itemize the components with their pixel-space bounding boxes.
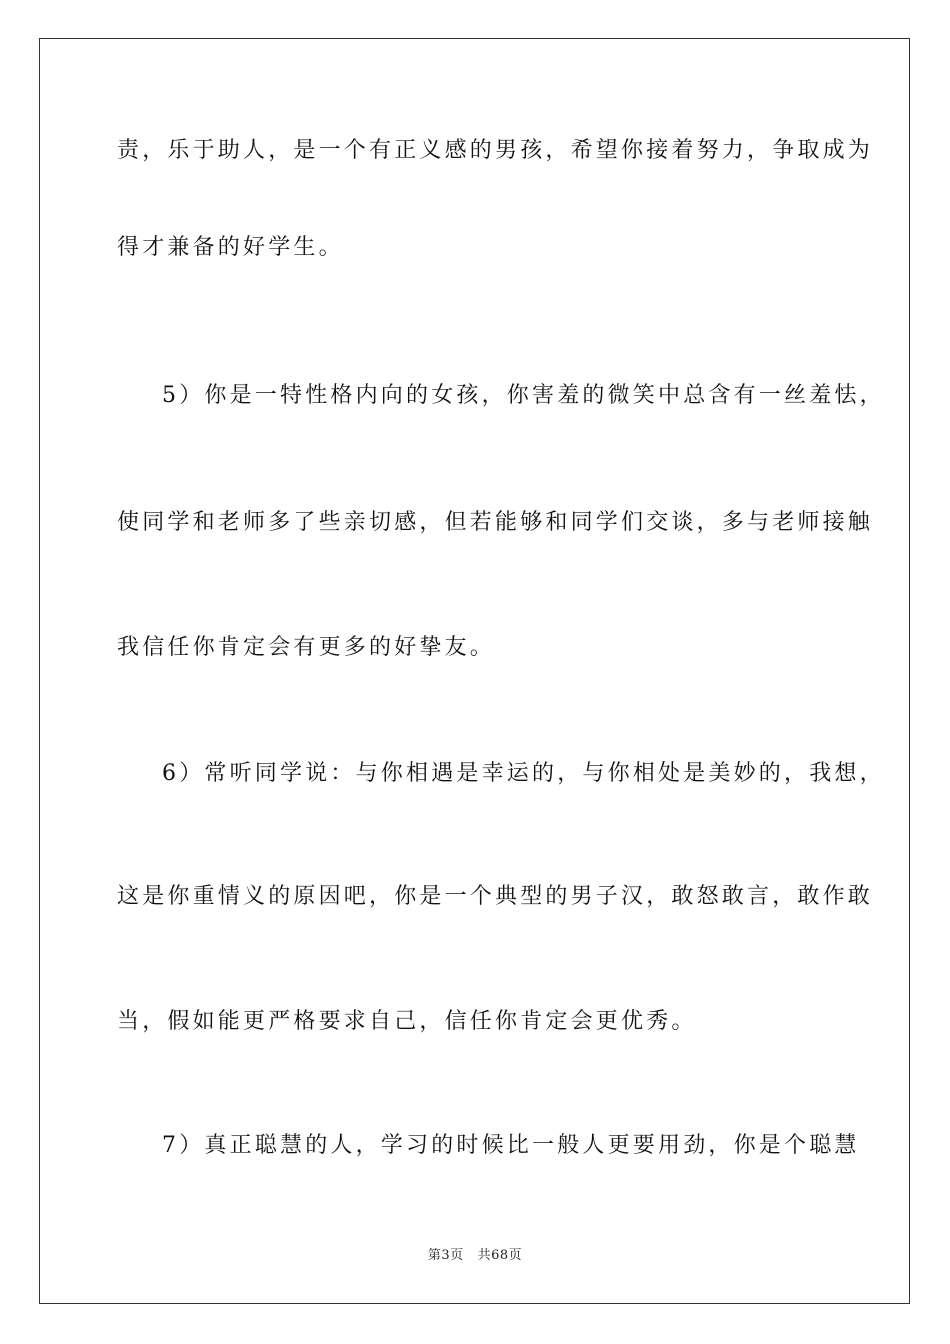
text-line-7: 这是你重情义的原因吧，你是一个典型的男子汉，敢怒敢言，敢作敢 xyxy=(117,884,874,909)
text-line-8: 当，假如能更严格要求自己，信任你肯定会更优秀。 xyxy=(117,1009,697,1034)
text-line-5: 我信任你肯定会有更多的好挚友。 xyxy=(117,635,496,660)
text-line-4: 使同学和老师多了些亲切感，但若能够和同学们交谈，多与老师接触 xyxy=(117,510,874,535)
text-line-2: 得才兼备的好学生。 xyxy=(117,235,344,260)
page-frame xyxy=(39,38,910,1304)
total-pages: 共68页 xyxy=(477,1248,523,1263)
text-line-9-item-7: 7）真正聪慧的人，学习的时候比一般人更要用劲，你是个聪慧 xyxy=(162,1133,860,1158)
text-line-6-item-6: 6）常听同学说：与你相遇是幸运的，与你相处是美妙的，我想， xyxy=(162,761,885,786)
page-number: 第3页 xyxy=(427,1248,464,1263)
text-line-3-item-5: 5）你是一特性格内向的女孩，你害羞的微笑中总含有一丝羞怯， xyxy=(162,383,885,408)
page-footer xyxy=(0,1247,950,1265)
text-line-1: 责，乐于助人，是一个有正义感的男孩，希望你接着努力，争取成为 xyxy=(117,138,874,163)
